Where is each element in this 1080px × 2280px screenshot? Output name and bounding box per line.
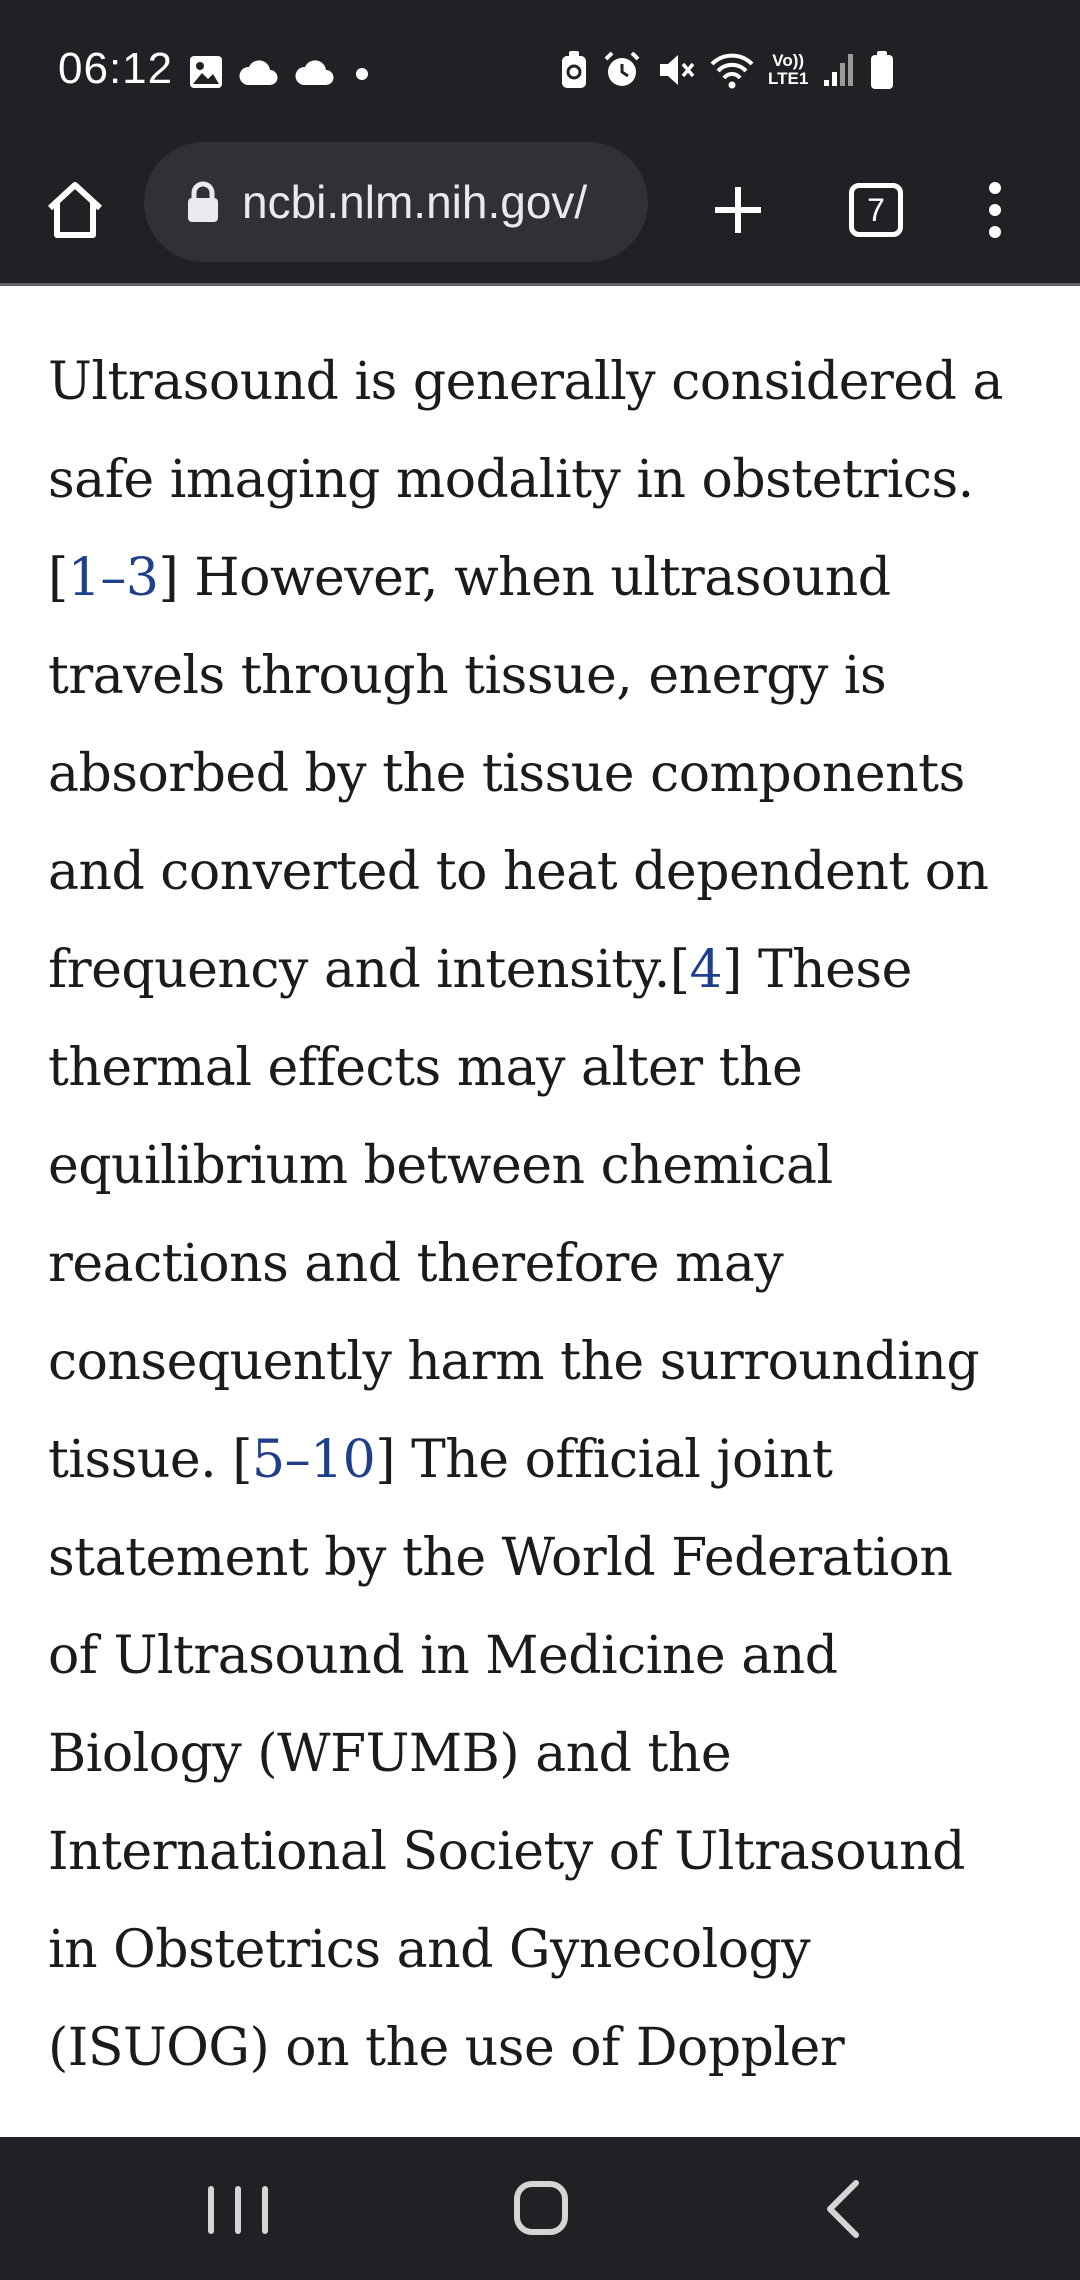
article-paragraph [48, 333, 1048, 2097]
article-line [48, 627, 1048, 725]
recents-icon-bar [235, 2186, 241, 2234]
article-text-segment: equilibrium between chemical [48, 1136, 833, 1196]
article-line [48, 1705, 1048, 1803]
article-text-segment: statement by the World Federation [48, 1528, 953, 1588]
status-time: 06:12 [58, 44, 174, 93]
back-icon [822, 2177, 862, 2241]
tab-count: 7 [849, 183, 903, 237]
article-line [48, 921, 1048, 1019]
recents-icon-bar [208, 2186, 214, 2234]
kebab-menu-icon-dot [989, 204, 1001, 216]
more-options-button[interactable] [974, 170, 1016, 250]
url-text: ncbi.nlm.nih.gov/ [242, 176, 588, 228]
dot-icon [350, 60, 374, 84]
volte-label-bottom: LTE1 [768, 69, 809, 88]
plus-icon [713, 185, 763, 235]
cloud-icon [238, 57, 280, 87]
article-line [48, 1509, 1048, 1607]
status-bar [0, 0, 1080, 140]
article-line [48, 1215, 1048, 1313]
lock-icon [186, 180, 222, 224]
home-button[interactable] [40, 170, 110, 250]
status-notification-icons [188, 52, 374, 92]
article-line [48, 823, 1048, 921]
article-text-segment: thermal effects may alter the [48, 1038, 803, 1098]
article-line [48, 1901, 1048, 1999]
navigation-bar [0, 2137, 1080, 2280]
article-text-segment: consequently harm the surrounding [48, 1332, 980, 1392]
article-text-segment: ] The official joint [375, 1430, 833, 1490]
article-text-segment: in Obstetrics and Gynecology [48, 1920, 811, 1980]
address-bar[interactable] [144, 142, 648, 262]
reference-link[interactable]: 5–10 [252, 1430, 376, 1490]
article-text-segment: ] These [722, 940, 912, 1000]
page-content[interactable] [0, 289, 1080, 2137]
reference-link[interactable]: 4 [689, 940, 723, 1000]
kebab-menu-icon [989, 182, 1001, 194]
article-text-segment: Ultrasound is generally considered a [48, 352, 1003, 412]
article-line [48, 431, 1048, 529]
gallery-icon [188, 54, 224, 90]
wifi-icon [710, 50, 754, 90]
volte-label-top: Vo)) [772, 51, 805, 70]
article-text-segment: (ISUOG) on the use of Doppler [48, 2018, 845, 2078]
article-text-segment: [ [48, 548, 68, 608]
home-nav-button[interactable] [514, 2181, 568, 2235]
recent-apps-button[interactable] [208, 2183, 268, 2237]
article-text-segment: frequency and intensity.[ [48, 940, 690, 1000]
article-text-segment: Biology (WFUMB) and the [48, 1724, 732, 1784]
article-text-segment: of Ultrasound in Medicine and [48, 1626, 838, 1686]
article-line [48, 333, 1048, 431]
article-text-segment: absorbed by the tissue components [48, 744, 965, 804]
article-text-segment: and converted to heat dependent on [48, 842, 989, 902]
kebab-menu-icon-dot [989, 226, 1001, 238]
article-line [48, 1999, 1048, 2097]
volte-icon [768, 52, 808, 88]
article-line [48, 1117, 1048, 1215]
mute-icon [656, 50, 696, 90]
browser-toolbar [0, 140, 1080, 286]
article-line [48, 1019, 1048, 1117]
article-text-segment: tissue. [ [48, 1430, 253, 1490]
article-line [48, 725, 1048, 823]
cloud-icon [294, 57, 336, 87]
status-system-icons [560, 48, 894, 92]
recents-icon-bar [262, 2186, 268, 2234]
article-text-segment: travels through tissue, energy is [48, 646, 887, 706]
tab-switcher-button[interactable] [844, 170, 908, 250]
article-text-segment: ] However, when ultrasound [158, 548, 891, 608]
article-line [48, 1607, 1048, 1705]
back-button[interactable] [822, 2177, 862, 2241]
article-line [48, 1411, 1048, 1509]
article-line [48, 529, 1048, 627]
article-line [48, 1803, 1048, 1901]
battery-icon [870, 50, 894, 90]
reference-link[interactable]: 1–3 [67, 548, 159, 608]
signal-icon [822, 52, 856, 88]
article-text-segment: safe imaging modality in obstetrics. [48, 450, 974, 510]
article-text-segment: reactions and therefore may [48, 1234, 784, 1294]
new-tab-button[interactable] [702, 170, 774, 250]
home-icon [44, 180, 106, 240]
article-text-segment: International Society of Ultrasound [48, 1822, 965, 1882]
article-line [48, 1313, 1048, 1411]
alarm-icon [602, 50, 642, 90]
battery-saver-icon [560, 50, 588, 90]
